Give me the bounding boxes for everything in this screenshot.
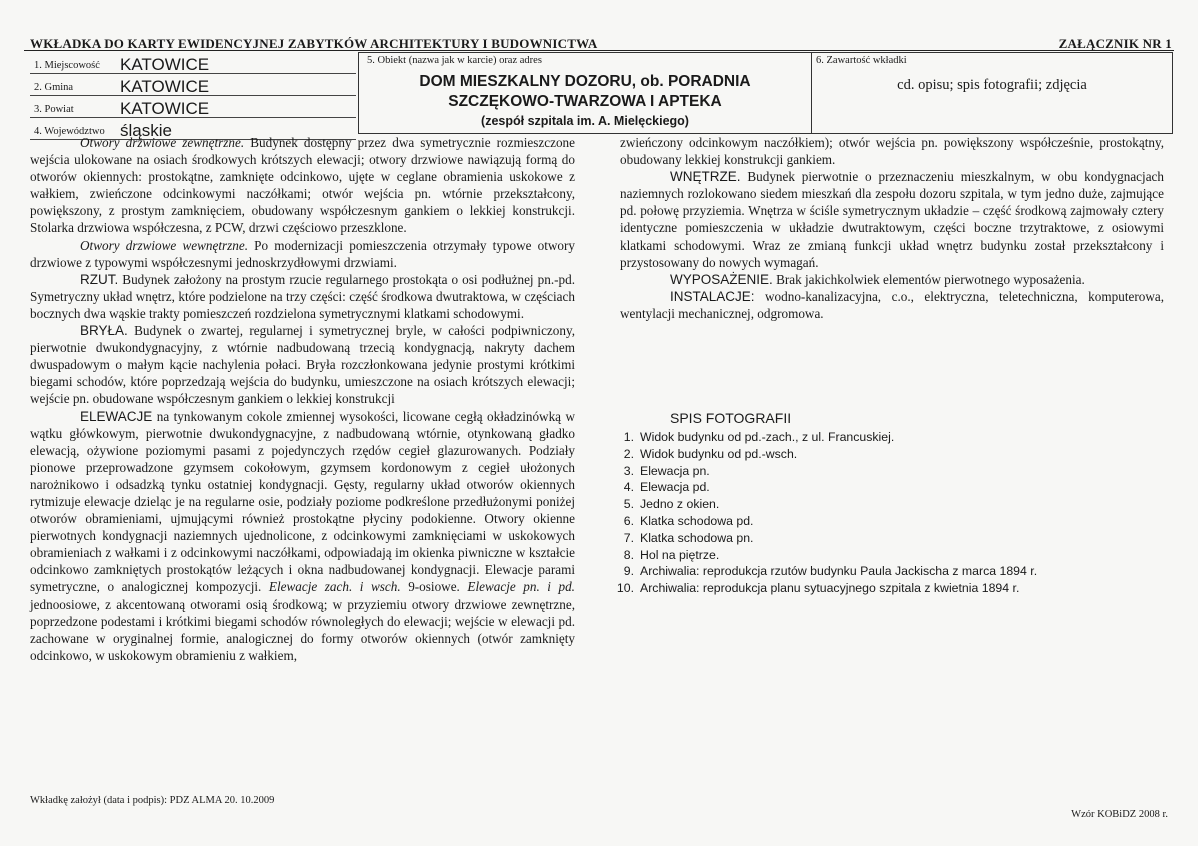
list-item <box>610 530 1037 547</box>
paragraph-text: na tynkowanym cokole zmiennej wysokości, licowane cegłą okładzinówką w wątku główkowym, pierwotnie dwukondygnacyjne, z nadbudowaną wtórnie, otynkowaną gładko elewacją, ożywione poziomymi pasami z pojedynczych rzędów cegieł glazurowanych. Podziały pionowe przeprowadzone gzymsem cokołowym, gzymsem kordonowym z cegieł ułożonych narożnikowo i odsadzką tynku ostatniej kondygnacji. Gęsty, regularny układ otworów okiennych rytmizuje elewacje dzieląc je na regularne osie, podziały poziome podkreślone przedłużonymi poniżej otworów obramieniami, ujmującymi również prostokątne płyciny podokienne. Otwory okienne pierwotnych kondygnacji naziemnych ujednolicone, z odcinkowymi zamknięciami w uskokowych obramieniach z wałkami i z odcinkowymi naczółkami, odpowiadają im okienka piwniczne w kształcie odcinkowo zamkniętych prostokątów leżących i okna nadbudowanej kondygnacji. Elewacje parami symetryczne, o analogicznej kompozycji. <box>30 408 575 595</box>
item-number: 6. <box>623 513 634 528</box>
paragraph-italic: Elewacje pn. i pd. <box>467 579 575 595</box>
item-text: Widok budynku od pd.-wsch. <box>640 446 798 461</box>
item-text: Widok budynku od pd.-zach., z ul. Francuskiej. <box>640 430 895 444</box>
paragraph-italic: Elewacje zach. i wsch. <box>268 579 401 595</box>
list-item <box>610 563 1037 580</box>
description-right <box>620 134 1164 322</box>
header-rule <box>24 50 1174 51</box>
item-number: 9. <box>623 564 634 579</box>
pattern-note: Wzór KOBiDZ 2008 r. <box>1071 809 1168 820</box>
contents-value: cd. opisu; spis fotografii; zdjęcia <box>897 77 1087 93</box>
paragraph-installations <box>620 288 1164 322</box>
list-item <box>610 463 1037 480</box>
item-text: Archiwalia: reprodukcja rzutów budynku Paula Jackischa z marca 1894 r. <box>640 564 1038 579</box>
paragraph-lead: Otwory drzwiowe zewnętrzne. <box>80 135 245 150</box>
paragraph-mass <box>30 322 575 407</box>
paragraph-elevations <box>30 408 575 664</box>
item-text: Klatka schodowa pn. <box>640 530 754 545</box>
paragraph-text: Budynek założony na prostym rzucie regularnego prostokąta o osi podłużnej pn.-pd. Symetryczny układ wnętrz, które podzielone na trzy części: część środkowa dwutraktowa, w częściach bocznych dwa wąskie trakty pomieszczeń rozdzielona symetrycznymi klatkami schodowymi. <box>30 271 575 321</box>
list-item <box>610 429 1037 446</box>
list-item <box>610 496 1037 513</box>
paragraph-lead: BRYŁA. <box>80 323 128 339</box>
item-number: 10. <box>616 581 634 596</box>
item-number: 8. <box>623 547 634 562</box>
paragraph-text: 9-osiowe. <box>400 579 468 595</box>
paragraph-lead: WNĘTRZE. <box>670 169 741 185</box>
paragraph-text: Po modernizacji pomieszczenia otrzymały typowe otwory drzwiowe z typowymi współczesnymi jednoskrzydłowymi drzwiami. <box>30 237 576 270</box>
contents-label: 6. Zawartość wkładki <box>816 55 907 66</box>
field-label: 4. Województwo <box>34 126 105 137</box>
paragraph-text: Budynek o zwartej, regularnej i symetrycznej bryle, w całości podpiwniczony, pierwotnie dwukondygnacyjny, z wtórnie nadbudowaną trzecią kondygnacją, nakryty dachem dwuspadowym o małym kącie nachylenia połaci. Bryła rozczłonkowana jedynie prostymi krótkimi biegami schodów, które poprzedzają wejścia do budynku, umieszczone na osiach krótszych elewacji; wejście pn. obudowane współczesnym gankiem o lekkiej konstrukcji <box>30 323 575 407</box>
list-item <box>610 547 1037 564</box>
contents-box <box>812 52 1173 134</box>
item-number: 4. <box>623 480 634 495</box>
paragraph-lead: RZUT. <box>80 271 119 287</box>
annex-label: ZAŁĄCZNIK NR 1 <box>1058 36 1172 51</box>
paragraph-equipment <box>620 271 1164 288</box>
paragraph-lead: INSTALACJE: <box>670 288 755 304</box>
item-text: Hol na piętrze. <box>640 547 720 562</box>
field-value: śląskie <box>120 121 172 140</box>
field-label: 2. Gmina <box>34 82 74 93</box>
field-value: KATOWICE <box>120 55 210 74</box>
field-powiat <box>30 97 356 118</box>
item-number: 3. <box>623 463 634 478</box>
paragraph-doors-interior <box>30 237 575 271</box>
item-number: 1. <box>623 430 634 444</box>
paragraph-doors-exterior <box>30 134 575 237</box>
item-number: 2. <box>623 446 634 461</box>
item-text: Jedno z okien. <box>640 497 720 512</box>
list-item <box>610 513 1037 530</box>
paragraph-text: Brak jakichkolwiek elementów pierwotnego wyposażenia. <box>772 271 1085 287</box>
field-label: 1. Miejscowość <box>34 60 100 71</box>
object-label: 5. Obiekt (nazwa jak w karcie) oraz adres <box>367 55 542 66</box>
list-item <box>610 479 1037 496</box>
object-name-line1: DOM MIESZKALNY DOZORU, ob. PORADNIA <box>419 73 751 90</box>
paragraph-continuation: zwieńczony odcinkowym naczółkiem); otwór wejścia pn. powiększony współcześnie, prostokątny, obudowany lekkiej konstrukcji gankiem. <box>620 135 1164 168</box>
form-title: WKŁADKA DO KARTY EWIDENCYJNEJ ZABYTKÓW ARCHITEKTURY I BUDOWNICTWA <box>30 36 598 51</box>
paragraph-interior <box>620 168 1164 271</box>
paragraph-text: Budynek dostępny przez dwa symetrycznie rozmieszczone wejścia ulokowane na osiach środkowych krótszych elewacji; otwory drzwiowe nawiązują formą do otworów okiennych: prostokątne, zamknięte odcinkowo, ujęte w ceglane obramienia uskokowe z wałkiem, zwieńczone odcinkowymi naczółkami; otwór wejścia pn. wtórnie przekształcony, powiększony, z prostym zamknięciem, obudowany współczesnym gankiem o lekkiej konstrukcji. Stolarka drzwiowa współczesna, z PCW, drzwi częściowo przeszklone. <box>30 135 575 236</box>
description-left <box>30 134 575 664</box>
paragraph-lead: Otwory drzwiowe wewnętrzne. <box>80 237 249 253</box>
object-box <box>358 52 812 134</box>
list-item <box>610 446 1037 463</box>
item-text: Elewacja pd. <box>640 480 710 495</box>
item-text: Elewacja pn. <box>640 463 710 478</box>
paragraph-text: jednoosiowe, z akcentowaną otworami osią środkową; w przyziemiu otwory drzwiowe zewnętrzne, poprzedzone podestami i krótkimi biegami schodów równoległych do elewacji; wejście w elewacji pd. zachowane w oryginalnej formie, analogicznej do formy otworów okiennych (otwór zamknięty odcinkowo, w uskokowym obramieniu z wałkiem, <box>30 596 575 663</box>
paragraph-plan <box>30 271 575 322</box>
author-note: Wkładkę założył (data i podpis): PDZ ALMA 20. 10.2009 <box>30 795 275 806</box>
field-gmina <box>30 75 356 96</box>
item-number: 5. <box>623 497 634 512</box>
field-value: KATOWICE <box>120 99 210 118</box>
field-miejscowosc <box>30 53 356 74</box>
item-text: Archiwalia: reprodukcja planu sytuacyjnego szpitala z kwietnia 1894 r. <box>640 581 1020 596</box>
paragraph-lead: ELEWACJE <box>80 408 153 424</box>
item-number: 7. <box>623 530 634 545</box>
photos-list <box>610 429 1037 597</box>
list-item <box>610 580 1037 597</box>
object-name-line3: (zespół szpitala im. A. Mielęckiego) <box>481 114 689 128</box>
paragraph-lead: WYPOSAŻENIE. <box>670 271 773 287</box>
paragraph-text: wodno-kanalizacyjna, c.o., elektryczna, teletechniczna, komputerowa, wentylacji mechanicznej, odgromowa. <box>620 288 1164 321</box>
field-label: 3. Powiat <box>34 104 74 115</box>
object-name-line2: SZCZĘKOWO-TWARZOWA I APTEKA <box>448 93 722 110</box>
field-value: KATOWICE <box>120 77 210 96</box>
paragraph-text: Budynek pierwotnie o przeznaczeniu mieszkalnym, w obu kondygnacjach naziemnych rozlokowano siedem mieszkań dla zespołu dozoru szpitala, w tym jedno duże, zajmujące pd. połowę przyziemia. Wnętrza w ściśle symetrycznym układzie – część środkową zajmowały cztery identyczne pomieszczenia w układzie dwutraktowym, części boczne trzytraktowe, z osiowymi klatkami schodowymi. Wraz ze zmianą funkcji układ wnętrz budynku został przekształcony i przystosowany do nowych wymagań. <box>620 169 1164 270</box>
item-text: Klatka schodowa pd. <box>640 513 754 528</box>
photos-title: SPIS FOTOGRAFII <box>670 410 792 426</box>
